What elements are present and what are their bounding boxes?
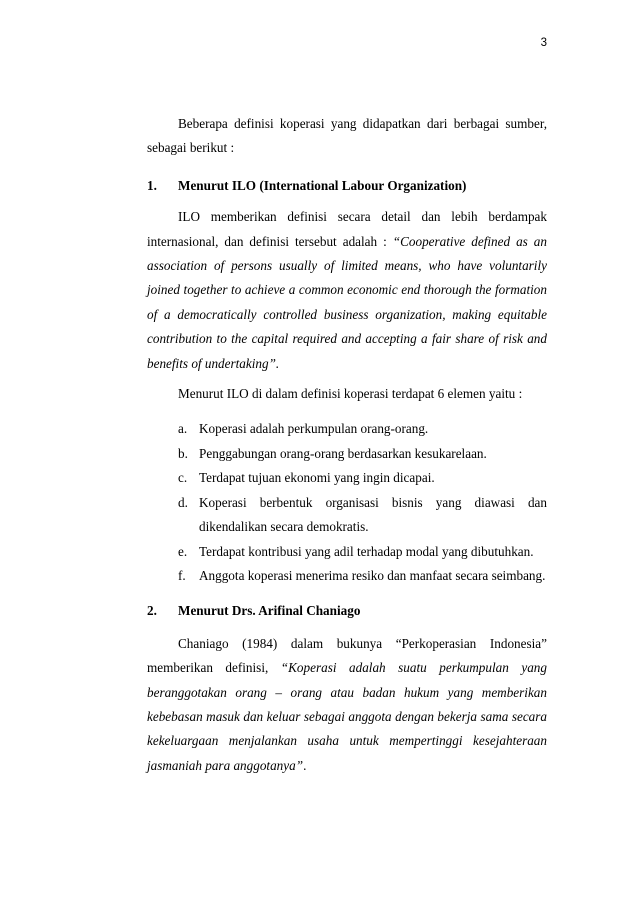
document-body: [147, 112, 547, 778]
list-marker: a.: [178, 421, 188, 437]
list-marker: d.: [178, 494, 188, 510]
chaniago-definition-end: .: [303, 757, 307, 773]
ilo-definition-paragraph: [147, 205, 547, 376]
ilo-elements-intro: Menurut ILO di dalam definisi koperasi terdapat 6 elemen yaitu :: [178, 386, 523, 402]
section-2-heading: [147, 599, 547, 623]
page-number: 3: [540, 37, 547, 49]
list-item-text: Terdapat kontribusi yang adil terhadap modal yang dibutuhkan.: [199, 543, 534, 559]
chaniago-definition-paragraph: [147, 632, 547, 778]
list-item: [147, 466, 547, 490]
list-item: [147, 442, 547, 466]
list-item: [147, 564, 547, 588]
list-item: [147, 491, 547, 540]
list-marker: e.: [178, 543, 188, 559]
list-item: [147, 540, 547, 564]
section-1-title: Menurut ILO (International Labour Organization): [178, 177, 467, 193]
section-2-title: Menurut Drs. Arifinal Chaniago: [178, 603, 361, 619]
list-item: [147, 417, 547, 441]
list-marker: b.: [178, 445, 188, 461]
ilo-elements-list: [147, 417, 547, 588]
ilo-definition-intro: ILO memberikan definisi secara detail dan lebih berdampak internasional, dan definisi tersebut adalah :: [147, 209, 547, 249]
list-item-text: Koperasi berbentuk organisasi bisnis yang diawasi dan dikendalikan secara demokratis.: [199, 494, 547, 535]
section-1-number: 1.: [147, 177, 157, 193]
list-item-text: Koperasi adalah perkumpulan orang-orang.: [199, 421, 429, 437]
section-1-heading: [147, 174, 547, 198]
intro-paragraph: Beberapa definisi koperasi yang didapatkan dari berbagai sumber, sebagai berikut :: [147, 116, 547, 156]
ilo-definition-quote: “Cooperative defined as an association of persons usually of limited means, who have voluntarily joined together to achieve a common economic end thorough the formation of a democratically controlled business organization, making equitable contribution to the capital required and accepting a fair share of risk and benefits of undertaking”.: [147, 233, 547, 371]
list-marker: f.: [178, 567, 186, 583]
chaniago-definition-intro: Chaniago (1984) dalam bukunya “Perkoperasian Indonesia” memberikan definisi,: [147, 635, 547, 676]
chaniago-definition-quote: “Koperasi adalah suatu perkumpulan yang beranggotakan orang – orang atau badan hukum yang memberikan kebebasan masuk dan keluar sebagai anggota dengan bekerja sama secara kekeluargaan menjalankan usaha untuk mempertinggi kesejahteraan jasmaniah para anggotanya”: [147, 660, 547, 773]
list-item-text: Penggabungan orang-orang berdasarkan kesukarelaan.: [199, 445, 487, 461]
list-item-text: Terdapat tujuan ekonomi yang ingin dicapai.: [199, 470, 435, 486]
section-2-number: 2.: [147, 603, 157, 619]
list-marker: c.: [178, 470, 188, 486]
list-item-text: Anggota koperasi menerima resiko dan manfaat secara seimbang.: [199, 567, 546, 583]
